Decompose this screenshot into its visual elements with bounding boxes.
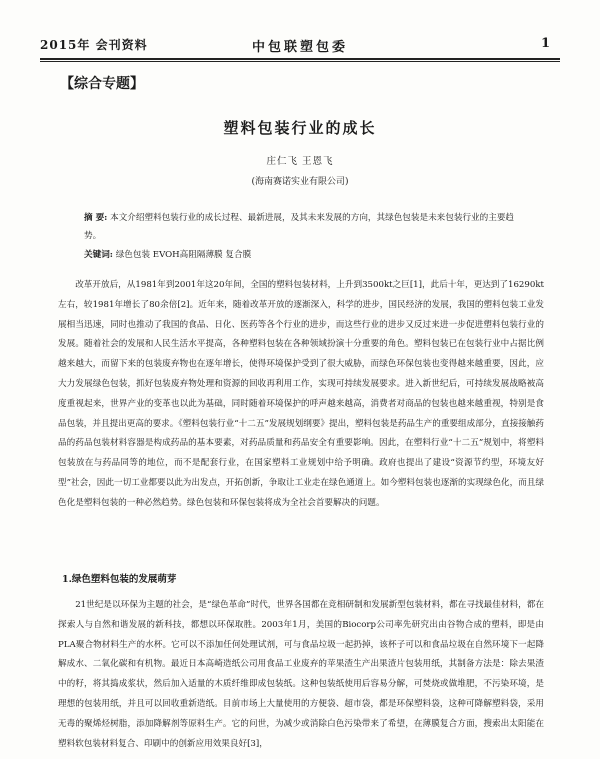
- running-header: [40, 36, 560, 54]
- intro-section: [58, 276, 544, 514]
- paragraph: 21世纪是以环保为主题的社会，是“绿色革命”时代，世界各国都在竞相研制和发展新型包装材料，都在寻找最佳材料，都在探索人与自然和谐发展的新科技，都想以环保取胜。2003年1月，美国的Biocorp公司率先研究出由谷物合成的塑料，即是由PLA聚合物材料生产的水杯。它可以不添加任何处理试剂，可与食品垃圾一起扔掉，该杯子可以和食品垃圾在自然环境下一起降解成水、二氧化碳和有机物。最近日本高崎造纸公司用食品工业废弃的苹果渣生产出果渣片包装用纸，其制备方法是：除去果渣中的籽，将其捣成浆状，然后加入适量的木质纤维即成包装纸。这种包装纸使用后容易分解，可焚烧或做堆肥，不污染环境，是理想的包装用纸，并且可以回收重新造纸。目前市场上大量使用的方便袋、超市袋，都是环保塑料袋，这种可降解塑料袋，采用无毒的聚烯烃树脂，添加降解剂等原料生产。它的问世，为减少或消除白色污染带来了希望，在薄膜复合方面，搜索出太阳能在塑料软包装材料复合、印刷中的创新应用效果良好[3]，: [58, 600, 544, 749]
- keywords-text: 绿色包装 EVOH高阻隔薄膜 复合膜: [115, 250, 252, 260]
- section-tag: 【综合专题】: [60, 76, 144, 92]
- organization-name: 中包联塑包委: [251, 40, 348, 55]
- journal-issue-label: 2015年 会刊资料: [40, 38, 148, 52]
- green-packaging-section: [58, 596, 544, 754]
- header-divider-thin: [40, 61, 560, 62]
- keywords-label: 关键词:: [84, 250, 113, 260]
- author-affiliation: (海南赛诺实业有限公司): [251, 177, 349, 187]
- page-number: 1: [540, 36, 550, 51]
- section-heading: 1.绿色塑料包装的发展萌芽: [62, 574, 177, 585]
- paragraph: 改革开放后，从1981年到2001年这20年间，全国的塑料包装材料，上升到3500kt之巨[1]，此后十年，更达到了16290kt左右，较1981年增长了80余倍[2]。近年来，随着改革开放的逐渐深入，科学的进步，国民经济的发展，我国的塑料包装工业发展相当迅速，同时也推动了我国的食品、日化、医药等各个行业的进步，而这些行业的进步又反过来进一步促进塑料包装行业的发展。随着社会的发展和人民生活水平提高，各种塑料包装在各种领域扮演十分重要的角色。塑料包装已在包装行业中占据比例越来越大，而留下来的包装废弃物也在逐年增长，使得环境保护受到了很大威胁，而绿色环保包装也变得越来越重要，因此，应大力发展绿色包装，抓好包装废弃物处理和资源的回收再利用工作，实现可持续发展要求。进入新世纪后，可持续发展战略被高度重视起来，世界产业的变革也以此为基础，同时随着环境保护的呼声越来越高，消费者对商品的包装也越来越重视，特别是食品包装，并且提出更高的要求。《塑料包装行业“十二五”发展规划纲要》提出，塑料包装是药品生产的重要组成部分，直接接触药品的药品包装材料容器是构成药品的基本要素，对药品质量和药品安全有重要影响。因此，在塑料行业“十二五”规划中，将塑料包装放在与药品同等的地位，而不是配套行业，在国家塑料工业规划中给予明确。政府也提出了建设“资源节约型，环境友好型”社会，因此一切工业都要以此为出发点，开拓创新，争取让工业走在绿色通道上。如今塑料包装也逐渐的实现绿色化，而且绿色化是塑料包装的一种必然趋势。绿色包装和环保包装将成为全社会首要解决的问题。: [58, 280, 544, 508]
- article-title: 塑料包装行业的成长: [223, 119, 377, 137]
- keywords: [84, 248, 528, 260]
- article-authors: 庄仁飞 王恩飞: [266, 156, 334, 167]
- abstract-label: 摘 要:: [84, 213, 108, 223]
- header-divider: [40, 58, 560, 60]
- abstract: [84, 209, 528, 245]
- abstract-text: 本文介绍塑料包装行业的成长过程、最新进展，及其未来发展的方向，其绿色包装是未来包装行业的主要趋势。: [84, 213, 515, 241]
